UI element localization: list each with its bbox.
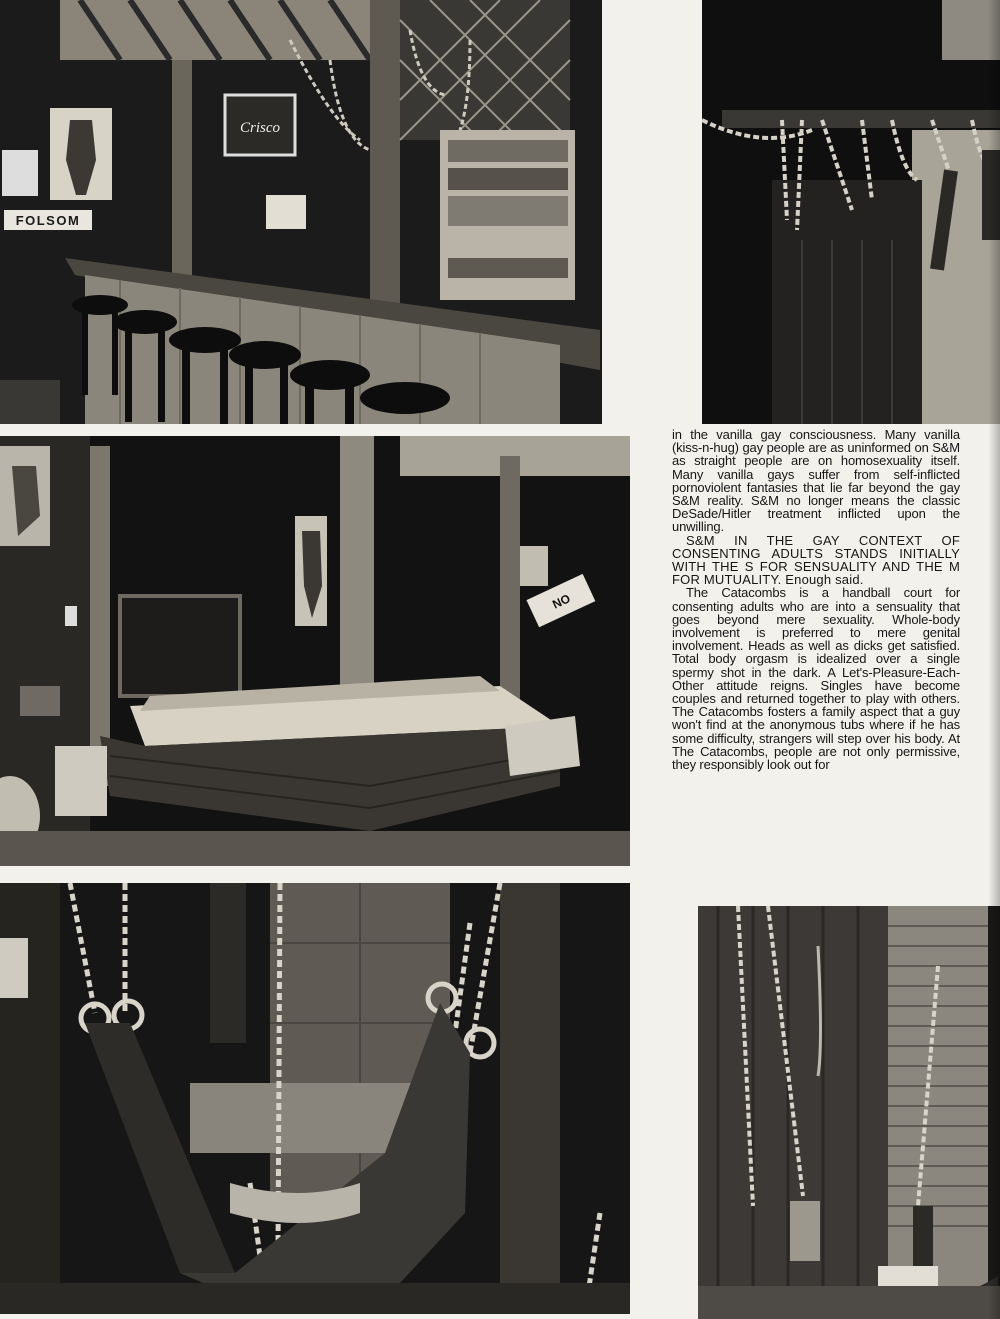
photo-bar	[0, 0, 602, 424]
photo-brick-wall	[698, 906, 1000, 1319]
article-text	[672, 428, 960, 771]
article-paragraph: The Catacombs is a handball court for consenting adults who are into a sensuality that goes beyond mere sexuality. Whole-body involvement is preferred to mere genital involvement. Heads as well as dicks get satisfied. Total body orgasm is idealized over a single spermy shot in the dark. A Let's-Pleasure-Each-Other attitude reigns. Singles have become couples and returned together to play with others. The Catacombs fosters a family aspect that a guy won't find at the anonymous tubs where if he has some difficulty, strangers will step over his body. At The Catacombs, people are not only permissive, they responsibly look out for	[672, 585, 960, 773]
photo-sling	[0, 883, 630, 1314]
crisco-sign: Crisco	[239, 120, 281, 136]
no-sign: NO	[550, 591, 573, 612]
photo-bed	[0, 436, 630, 866]
page-binding-shadow	[988, 0, 1000, 1319]
article-paragraph: in the vanilla gay consciousness. Many vanilla (kiss-n-hug) gay people are as uninformed on S&M as straight people are on homosexuality itself. Many vanilla gays suffer from self-inflicted pornoviolent fantasies that lie far beyond the gay S&M reality. S&M no longer means the classic DeSade/Hitler treatment inflicted upon the unwilling.	[672, 427, 960, 535]
folsom-sign: FOLSOM	[15, 213, 81, 228]
photo-chains	[702, 0, 1000, 424]
article-paragraph-emphasis: S&M IN THE GAY CONTEXT OF CONSENTING ADULTS STANDS INITIALLY WITH THE S FOR SENSUALITY AND THE M FOR MUTUALITY. Enough said.	[672, 532, 960, 588]
